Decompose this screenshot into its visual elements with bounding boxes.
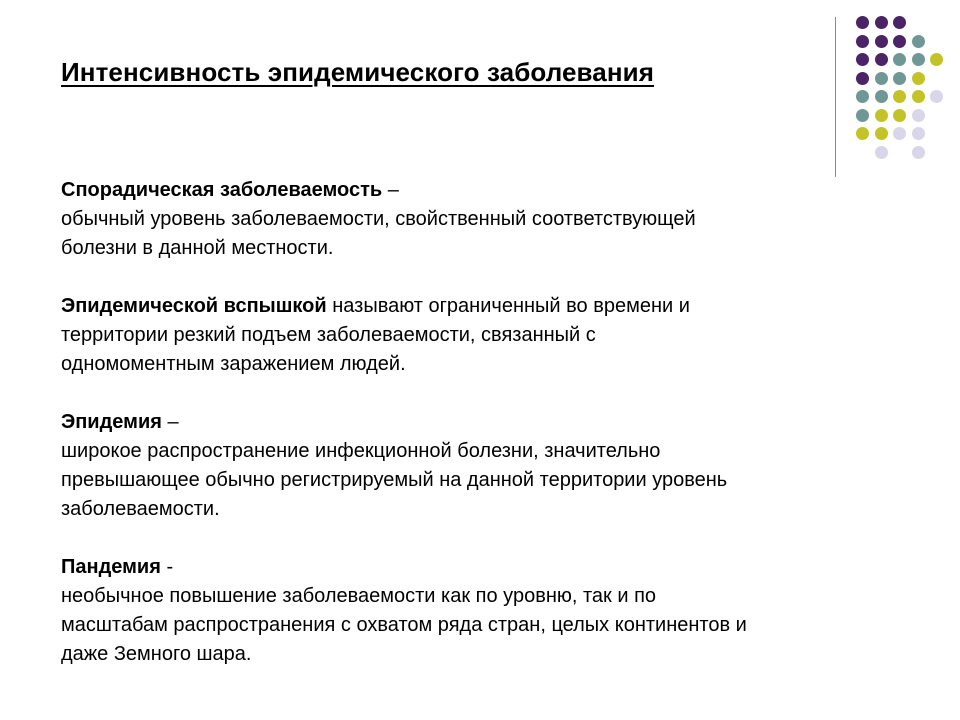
decorative-dot — [875, 146, 888, 159]
decorative-dot — [875, 90, 888, 103]
decorative-dot — [912, 109, 925, 122]
decorative-dot-grid — [0, 0, 960, 200]
definition-pandemic — [61, 553, 921, 669]
definition-line: территории резкий подъем заболеваемости, связанный с — [61, 324, 596, 346]
definition-line: даже Земного шара. — [61, 643, 252, 665]
definition-line: необычное повышение заболеваемости как по уровню, так и по — [61, 585, 657, 607]
decorative-dot — [893, 16, 906, 29]
definition-epidemic — [61, 408, 921, 524]
decorative-dot — [893, 90, 906, 103]
decorative-dot — [912, 53, 925, 66]
decorative-dot — [875, 109, 888, 122]
decorative-dot — [875, 53, 888, 66]
decorative-dot — [893, 109, 906, 122]
term-outbreak: Эпидемической вспышкой — [61, 295, 327, 317]
definition-line: болезни в данной местности. — [61, 237, 334, 259]
slide-body — [61, 176, 921, 698]
decorative-dot — [930, 53, 943, 66]
term-separator: – — [161, 411, 179, 433]
definition-line: масштабам распространения с охватом ряда стран, целых континентов и — [61, 614, 747, 636]
decorative-dot — [875, 35, 888, 48]
definition-heading — [61, 292, 921, 321]
definition-heading — [61, 408, 921, 437]
decorative-dot — [912, 127, 925, 140]
definition-heading — [61, 176, 921, 205]
decorative-dot — [856, 35, 869, 48]
definition-line: обычный уровень заболеваемости, свойственный соответствующей — [61, 208, 696, 230]
decorative-dot — [875, 16, 888, 29]
definition-line: превышающее обычно регистрируемый на данной территории уровень — [61, 469, 728, 491]
definition-line: широкое распространение инфекционной болезни, значительно — [61, 440, 661, 462]
decorative-dot — [856, 72, 869, 85]
decorative-dot — [856, 16, 869, 29]
definition-outbreak — [61, 292, 921, 379]
decorative-dot — [856, 127, 869, 140]
slide-title: Интенсивность эпидемического заболевания — [61, 57, 654, 87]
decorative-dot — [930, 90, 943, 103]
term-separator: - — [160, 556, 174, 578]
decorative-dot — [856, 109, 869, 122]
decorative-dot — [875, 127, 888, 140]
decorative-dot — [893, 72, 906, 85]
decorative-dot — [912, 72, 925, 85]
definition-sporadic — [61, 176, 921, 263]
decorative-dot — [875, 72, 888, 85]
decorative-dot — [912, 146, 925, 159]
definition-heading — [61, 553, 921, 582]
term-epidemic: Эпидемия — [61, 411, 162, 433]
decorative-dot — [856, 53, 869, 66]
term-sporadic: Спорадическая заболеваемость — [61, 179, 383, 201]
definition-line: одномоментным заражением людей. — [61, 353, 406, 375]
decorative-dot — [893, 127, 906, 140]
definition-heading-tail: называют ограниченный во времени и — [326, 295, 690, 317]
decorative-dot — [912, 90, 925, 103]
definition-line: заболеваемости. — [61, 498, 220, 520]
decorative-dot — [893, 53, 906, 66]
term-separator: – — [382, 179, 399, 201]
decorative-dot — [856, 90, 869, 103]
term-pandemic: Пандемия — [61, 556, 161, 578]
decorative-dot — [893, 35, 906, 48]
decorative-dot — [912, 35, 925, 48]
